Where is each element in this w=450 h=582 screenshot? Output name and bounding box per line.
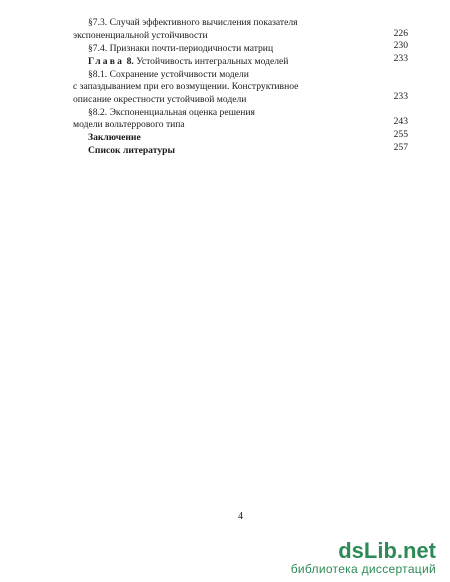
toc-entry-8-1-line1: §8.1. Сохранение устойчивости модели: [88, 69, 249, 80]
chapter-number: 8.: [126, 56, 134, 67]
toc-entry-7-4: §7.4. Признаки почти-периодичности матриц: [88, 43, 274, 54]
toc-entry-8-1-line2: с запаздыванием при его возмущении. Конструктивное: [73, 81, 299, 92]
toc-entry-8-1-line3: описание окрестности устойчивой модели: [73, 94, 247, 105]
toc-page-number: 255: [393, 129, 408, 140]
toc-entry-8-2-line1: §8.2. Экспоненциальная оценка решения: [88, 107, 255, 118]
toc-page-number: 233: [393, 53, 408, 64]
toc-page-number: 230: [393, 40, 408, 51]
toc-entry-8-2-line2: модели вольтеррового типа: [73, 119, 185, 130]
toc-page-number: 233: [393, 91, 408, 102]
page-number: 4: [238, 511, 243, 522]
chapter-label: Глава: [88, 56, 125, 67]
dslib-watermark[interactable]: [291, 540, 436, 576]
toc-chapter-8: [88, 56, 288, 67]
dslib-subtitle: библиотека диссертаций: [290, 562, 436, 576]
toc-entry-7-3-line1: §7.3. Случай эффективного вычисления показателя: [88, 17, 298, 28]
dslib-logo: dsLib.net: [338, 538, 436, 563]
toc-page-number: 226: [393, 28, 408, 39]
toc-conclusion: Заключение: [88, 132, 141, 143]
toc-page-number: 257: [393, 142, 408, 153]
toc-entry-7-3-line2: экспоненциальной устойчивости: [73, 30, 208, 41]
chapter-title: Устойчивость интегральных моделей: [136, 56, 289, 67]
toc-page-number: 243: [393, 116, 408, 127]
toc-references: Список литературы: [88, 145, 175, 156]
